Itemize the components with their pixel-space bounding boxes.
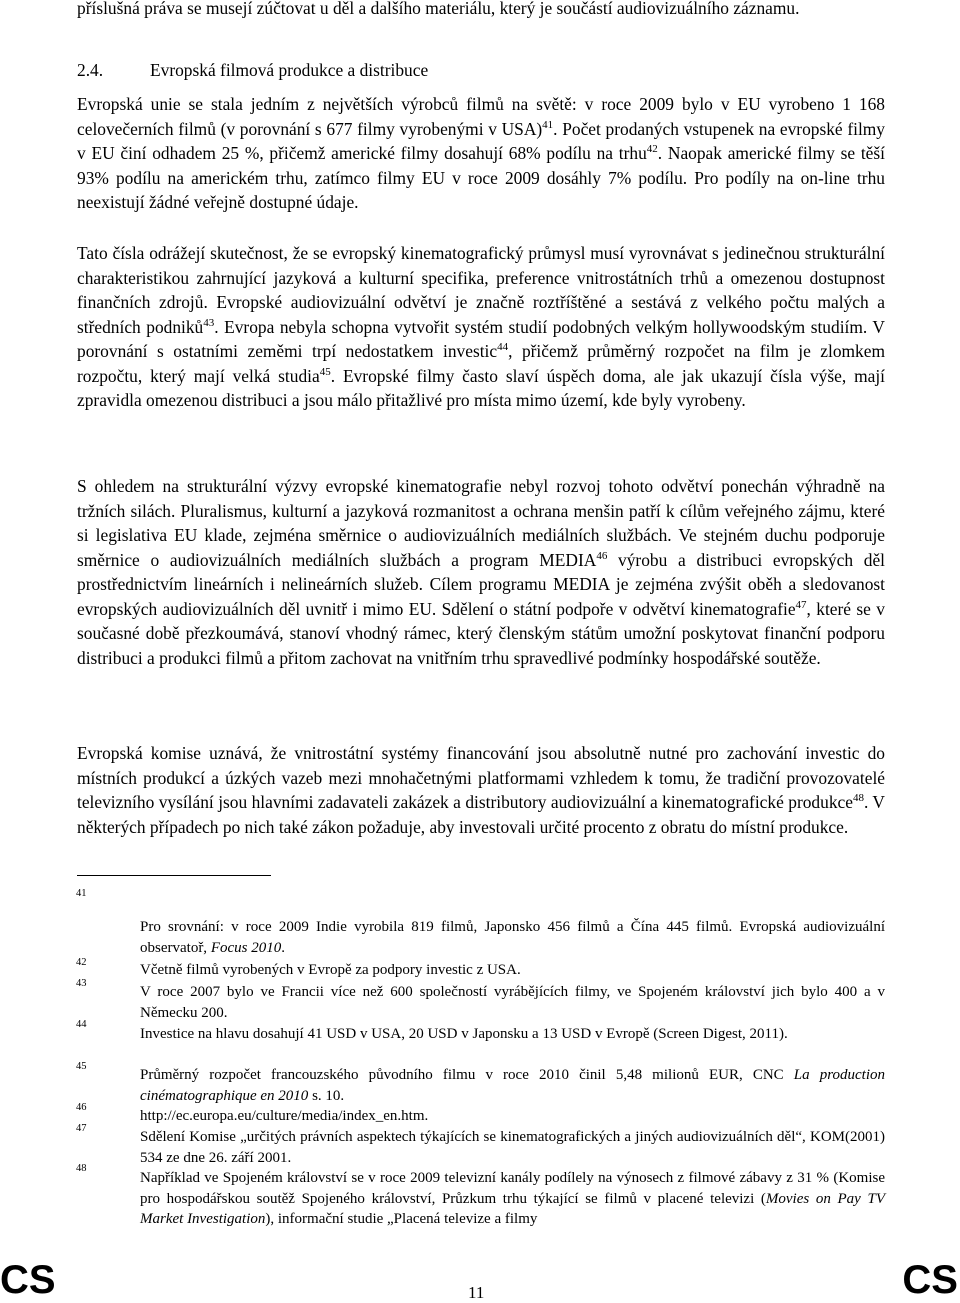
footnote-48: [140, 1168, 885, 1230]
language-code-left: CS: [0, 1258, 56, 1302]
footnote-ref-41[interactable]: 41: [542, 118, 554, 131]
footnote-42: [140, 960, 885, 981]
footnote-45: [140, 1065, 885, 1106]
footnote-ref-47[interactable]: 47: [795, 598, 807, 611]
footnote-41-end: .: [281, 939, 285, 956]
para4-text-b: . V některých případech po nich také zákon požaduje, aby investovali určité procento z obratu do místní produkce.: [77, 792, 885, 837]
para4-text-a: Evropská komise uznává, že vnitrostátní systémy financování jsou absolutně nutné pro zachování investic do místních produkcí a úzkých vazeb mezi mnohačetnými platformami vzhledem k tomu, že tradiční provozovatelé televizního vysílání jsou hlavními zadavateli zakázek a distributory audiovizuální a kinematografické produkce: [77, 743, 885, 812]
footnote-ref-44[interactable]: 44: [497, 341, 509, 353]
footnote-47-text: Sdělení Komise „určitých právních aspektech týkajících se kinematografických a jiných audiovizuálních děl“, KOM(2001) 534 ze dne 26. září 2001.: [140, 1129, 885, 1166]
footnote-number-45: 45: [76, 1061, 87, 1072]
footnote-43: [140, 982, 885, 1023]
footnote-separator: [77, 875, 271, 876]
section-number: 2.4.: [77, 60, 104, 80]
top-fragment-text: příslušná práva se musejí zúčtovat u děl a dalšího materiálu, který je součástí audiovizuálního záznamu.: [77, 0, 800, 18]
footnote-48-italic: Movies on Pay TV Market Investigation: [140, 1190, 885, 1228]
para1-text-b: . Počet prodaných vstupenek na evropské filmy v EU činí odhadem 25 %, přičemž americké filmy dosahují 68% podílu na trhu: [77, 118, 885, 163]
footnote-48-end: ), informační studie „Placená televize a filmy: [265, 1211, 538, 1228]
para2-text-b: . Evropa nebyla schopna vytvořit systém studií podobných velkým hollywoodským studiím. V porovnání s ostatními zeměmi trpí nedostatkem investic: [77, 316, 885, 361]
footnote-number-44: 44: [76, 1019, 87, 1030]
language-code-right: CS: [902, 1258, 958, 1302]
footnote-45-italic: La production cinématographique en 2010: [140, 1067, 885, 1104]
footnote-42-text: Včetně filmů vyrobených v Evropě za podpory investic z USA.: [140, 962, 521, 978]
footnote-number-48: 48: [76, 1163, 87, 1174]
paragraph-eu-production: [77, 92, 885, 215]
footnote-41: [140, 917, 885, 958]
paragraph-structural-characteristics: [77, 241, 885, 413]
footnote-44: [140, 1024, 885, 1045]
footnote-44-text: Investice na hlavu dosahují 41 USD v USA, 20 USD v Japonsku a 13 USD v Evropě (Screen Digest, 2011).: [140, 1026, 788, 1042]
section-heading: [77, 58, 885, 83]
footnote-41-italic: Focus 2010: [210, 939, 282, 956]
footnote-number-41: 41: [76, 888, 87, 899]
para2-text-c: , přičemž průměrný rozpočet na film je zlomkem rozpočtu, který mají velká studia: [77, 341, 885, 386]
footnote-ref-46[interactable]: 46: [596, 549, 608, 562]
footnote-ref-42[interactable]: 42: [646, 143, 658, 155]
footnote-45-text: Průměrný rozpočet francouzského původního filmu v roce 2010 činil 5,48 milionů EUR, CNC: [140, 1067, 794, 1083]
footnote-41-text: Pro srovnání: v roce 2009 Indie vyrobila 819 filmů, Japonsko 456 filmů a Čína 445 filmů. Evropská audiovizuální observatoř,: [140, 919, 885, 956]
footnote-46-link[interactable]: http://ec.europa.eu/culture/media/index_en.htm.: [140, 1108, 429, 1124]
para3-text-b: výrobu a distribuci evropských děl prostřednictvím lineárních i nelineárních služeb. Cílem programu MEDIA je zejména zvýšit oběh a sledovanost evropských audiovizuálních děl uvnitř i mimo EU. Sdělení o státní podpoře v odvětví kinematografie: [77, 549, 885, 619]
footnote-ref-43[interactable]: 43: [203, 316, 215, 329]
footnote-47: [140, 1127, 885, 1168]
para2-text-d: . Evropské filmy často slaví úspěch doma, ale jak ukazují čísla výše, mají zpravidla omezenou distribuci a jsou málo přitažlivé pro místa mimo území, kde byly vyrobeny.: [77, 365, 885, 410]
footnote-48-text: Například ve Spojeném království se v roce 2009 televizní kanály podílely na výnosech z filmové zábavy z 31 % (Komise pro hospodářskou soutěž Spojeného království, Průzkum trhu týkající se filmů v placené televizi (: [140, 1170, 885, 1207]
footnote-ref-48[interactable]: 48: [852, 792, 864, 804]
para3-text-a: S ohledem na strukturální výzvy evropské kinematografie nebyl rozvoj tohoto odvětví ponechán výhradně na tržních silách. Pluralismus, kulturní a jazyková rozmanitost a ochrana menšin patří k cílům veřejného zájmu, které si legislativa EU klade, zejména směrnice o audiovizuálních mediálních službách. Ve stejném duchu podporuje směrnice o audiovizuálních mediálních službách a program MEDIA: [77, 476, 885, 570]
para1-text-c: . Naopak americké filmy se těší 93% podílu na americkém trhu, zatímco filmy EU v roce 2009 dosáhly 7% podílu. Pro podíly na on-line trhu neexistují žádné veřejně dostupné údaje.: [77, 143, 886, 212]
paragraph-structural-challenges: [77, 474, 885, 670]
footnote-number-47: 47: [76, 1123, 87, 1134]
footnote-46: [140, 1106, 885, 1127]
page-number: 11: [468, 1283, 485, 1302]
para2-text-a: Tato čísla odrážejí skutečnost, že se evropský kinematografický průmysl musí vyrovnávat s jedinečnou strukturální charakteristikou zahrnující jazyková a kulturní specifika, preference vnitrostátních trhů a omezenou dostupnost finančních zdrojů. Evropské audiovizuální odvětví je značně roztříštěné a sestává z velkého počtu malých a středních podniků: [77, 243, 885, 337]
footnote-ref-45[interactable]: 45: [319, 365, 331, 378]
top-paragraph-fragment: [77, 0, 885, 21]
paragraph-national-financing: [77, 741, 885, 839]
footnote-number-46: 46: [76, 1102, 87, 1113]
footnote-number-42: 42: [76, 957, 87, 968]
footnote-43-text: V roce 2007 bylo ve Francii více než 600 společností vyrábějících filmy, ve Spojeném království jich bylo 400 a v Německu 200.: [140, 984, 885, 1021]
footnote-45-end: s. 10.: [308, 1087, 345, 1104]
footnote-number-43: 43: [76, 978, 87, 989]
section-title: Evropská filmová produkce a distribuce: [150, 60, 429, 80]
para1-text-a: Evropská unie se stala jedním z největších výrobců filmů na světě: v roce 2009 bylo v EU vyrobeno 1 168 celovečerních filmů (v porovnání s 677 filmy vyrobenými v USA): [77, 94, 885, 139]
para3-text-c: , které se v současné době přezkoumává, stanoví vhodný rámec, který členským státům umožní poskytovat finanční podporu distribuci a produkci filmů a přitom zachovat na vnitřním trhu spravedlivé podmínky hospodářské soutěže.: [77, 598, 885, 668]
